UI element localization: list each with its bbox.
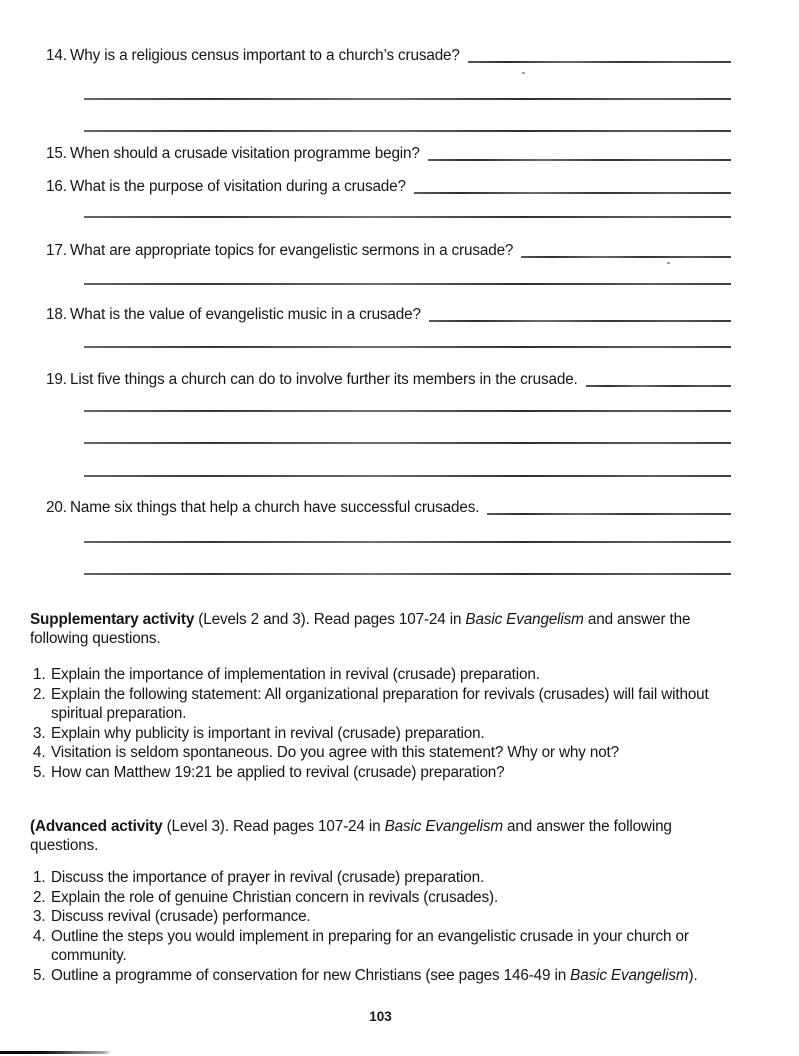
question-item-15 — [46, 144, 731, 163]
answer-line — [84, 283, 731, 285]
answer-line — [84, 573, 731, 575]
list-item-number: 3. — [33, 724, 46, 742]
answer-line — [521, 256, 731, 258]
supplementary-intro-pre: (Levels 2 and 3). Read pages 107-24 in — [194, 611, 466, 628]
answer-line — [84, 541, 731, 543]
answer-line — [414, 192, 731, 194]
list-item — [33, 665, 731, 685]
list-item — [33, 743, 731, 763]
question-number: 14. — [46, 47, 67, 64]
list-item — [33, 966, 731, 986]
list-item-number: 4. — [33, 744, 46, 761]
question-text: What is the purpose of visitation during a crusade? — [70, 178, 406, 195]
question-number: 19. — [46, 371, 67, 388]
answer-line — [84, 442, 731, 444]
scan-speck — [522, 72, 525, 74]
answer-line — [487, 513, 731, 515]
question-text: What are appropriate topics for evangelistic sermons in a crusade? — [70, 242, 514, 259]
answer-line — [429, 320, 731, 322]
answer-line — [428, 159, 731, 161]
question-text: Why is a religious census important to a church’s crusade? — [70, 47, 460, 64]
question-number: 18. — [46, 306, 67, 323]
list-item — [33, 907, 731, 927]
list-item-text: Explain the importance of implementation in revival (crusade) preparation. — [51, 666, 540, 683]
list-item-text-post: ). — [688, 966, 698, 984]
scan-artifact-bar — [0, 1051, 112, 1054]
question-number: 17. — [46, 242, 67, 259]
list-item-number: 2. — [33, 685, 46, 703]
question-item-19 — [46, 370, 731, 389]
list-item-text: Outline the steps you would implement in preparing for an evangelistic crusade in your church or community. — [51, 927, 689, 964]
answer-line — [468, 61, 731, 63]
list-item-text: Explain the following statement: All organizational preparation for revivals (crusades) will fail without spiritual preparation. — [51, 685, 709, 722]
list-item-text: Explain why publicity is important in revival (crusade) preparation. — [51, 724, 485, 742]
list-item-number: 5. — [33, 966, 46, 984]
advanced-intro-post: and answer the following questions. — [30, 818, 672, 854]
advanced-list — [33, 868, 731, 985]
question-item-20 — [46, 498, 731, 517]
supplementary-title: Supplementary activity — [30, 611, 195, 628]
question-item-16 — [46, 177, 731, 196]
advanced-intro-pre: (Level 3). Read pages 107-24 in — [162, 818, 385, 835]
page-number: 103 — [369, 1009, 392, 1024]
answer-line — [84, 475, 731, 477]
supplementary-intro-post: and answer the following questions. — [30, 611, 691, 647]
list-item-number: 1. — [33, 666, 46, 683]
book-title: Basic Evangelism — [465, 611, 584, 628]
questions-section — [46, 46, 731, 575]
list-item-text: Explain the role of genuine Christian concern in revivals (crusades). — [51, 888, 499, 906]
list-item-text: Visitation is seldom spontaneous. Do you agree with this statement? Why or why not? — [51, 744, 620, 761]
answer-line — [84, 346, 731, 348]
question-number: 20. — [46, 499, 67, 516]
book-title: Basic Evangelism — [384, 818, 503, 835]
list-item-text: Discuss the importance of prayer in revival (crusade) preparation. — [51, 869, 485, 886]
question-text: List five things a church can do to involve further its members in the crusade. — [70, 371, 578, 388]
list-item — [33, 724, 731, 744]
question-item-17 — [46, 241, 731, 260]
advanced-heading — [30, 817, 731, 855]
list-item — [33, 685, 731, 724]
list-item-text: How can Matthew 19:21 be applied to revival (crusade) preparation? — [51, 763, 505, 781]
answer-line — [84, 410, 731, 412]
scan-speck — [667, 262, 670, 264]
question-item-18 — [46, 305, 731, 324]
book-title: Basic Evangelism — [570, 966, 689, 984]
answer-line — [586, 385, 731, 387]
advanced-title: (Advanced activity — [30, 818, 163, 835]
list-item-text-pre: Outline a programme of conservation for new Christians (see pages 146-49 in — [51, 966, 571, 984]
list-item — [33, 868, 731, 888]
question-text: When should a crusade visitation programme begin? — [70, 145, 420, 162]
answer-line — [84, 216, 731, 218]
list-item — [33, 888, 731, 908]
list-item-number: 5. — [33, 763, 46, 781]
list-item-number: 4. — [33, 927, 46, 945]
supplementary-list — [33, 665, 731, 782]
list-item-number: 3. — [33, 908, 46, 925]
list-item-text: Discuss revival (crusade) performance. — [51, 908, 311, 925]
question-text: What is the value of evangelistic music in a crusade? — [70, 306, 421, 323]
supplementary-heading — [30, 610, 731, 648]
list-item-number: 2. — [33, 888, 46, 906]
list-item — [33, 927, 731, 966]
answer-line — [84, 98, 731, 100]
list-item-number: 1. — [33, 869, 46, 886]
question-number: 16. — [46, 178, 67, 195]
question-text: Name six things that help a church have successful crusades. — [70, 499, 480, 516]
question-item-14 — [46, 46, 731, 65]
answer-line — [84, 130, 731, 132]
question-number: 15. — [46, 145, 67, 162]
list-item-text — [51, 966, 731, 986]
list-item — [33, 763, 731, 783]
